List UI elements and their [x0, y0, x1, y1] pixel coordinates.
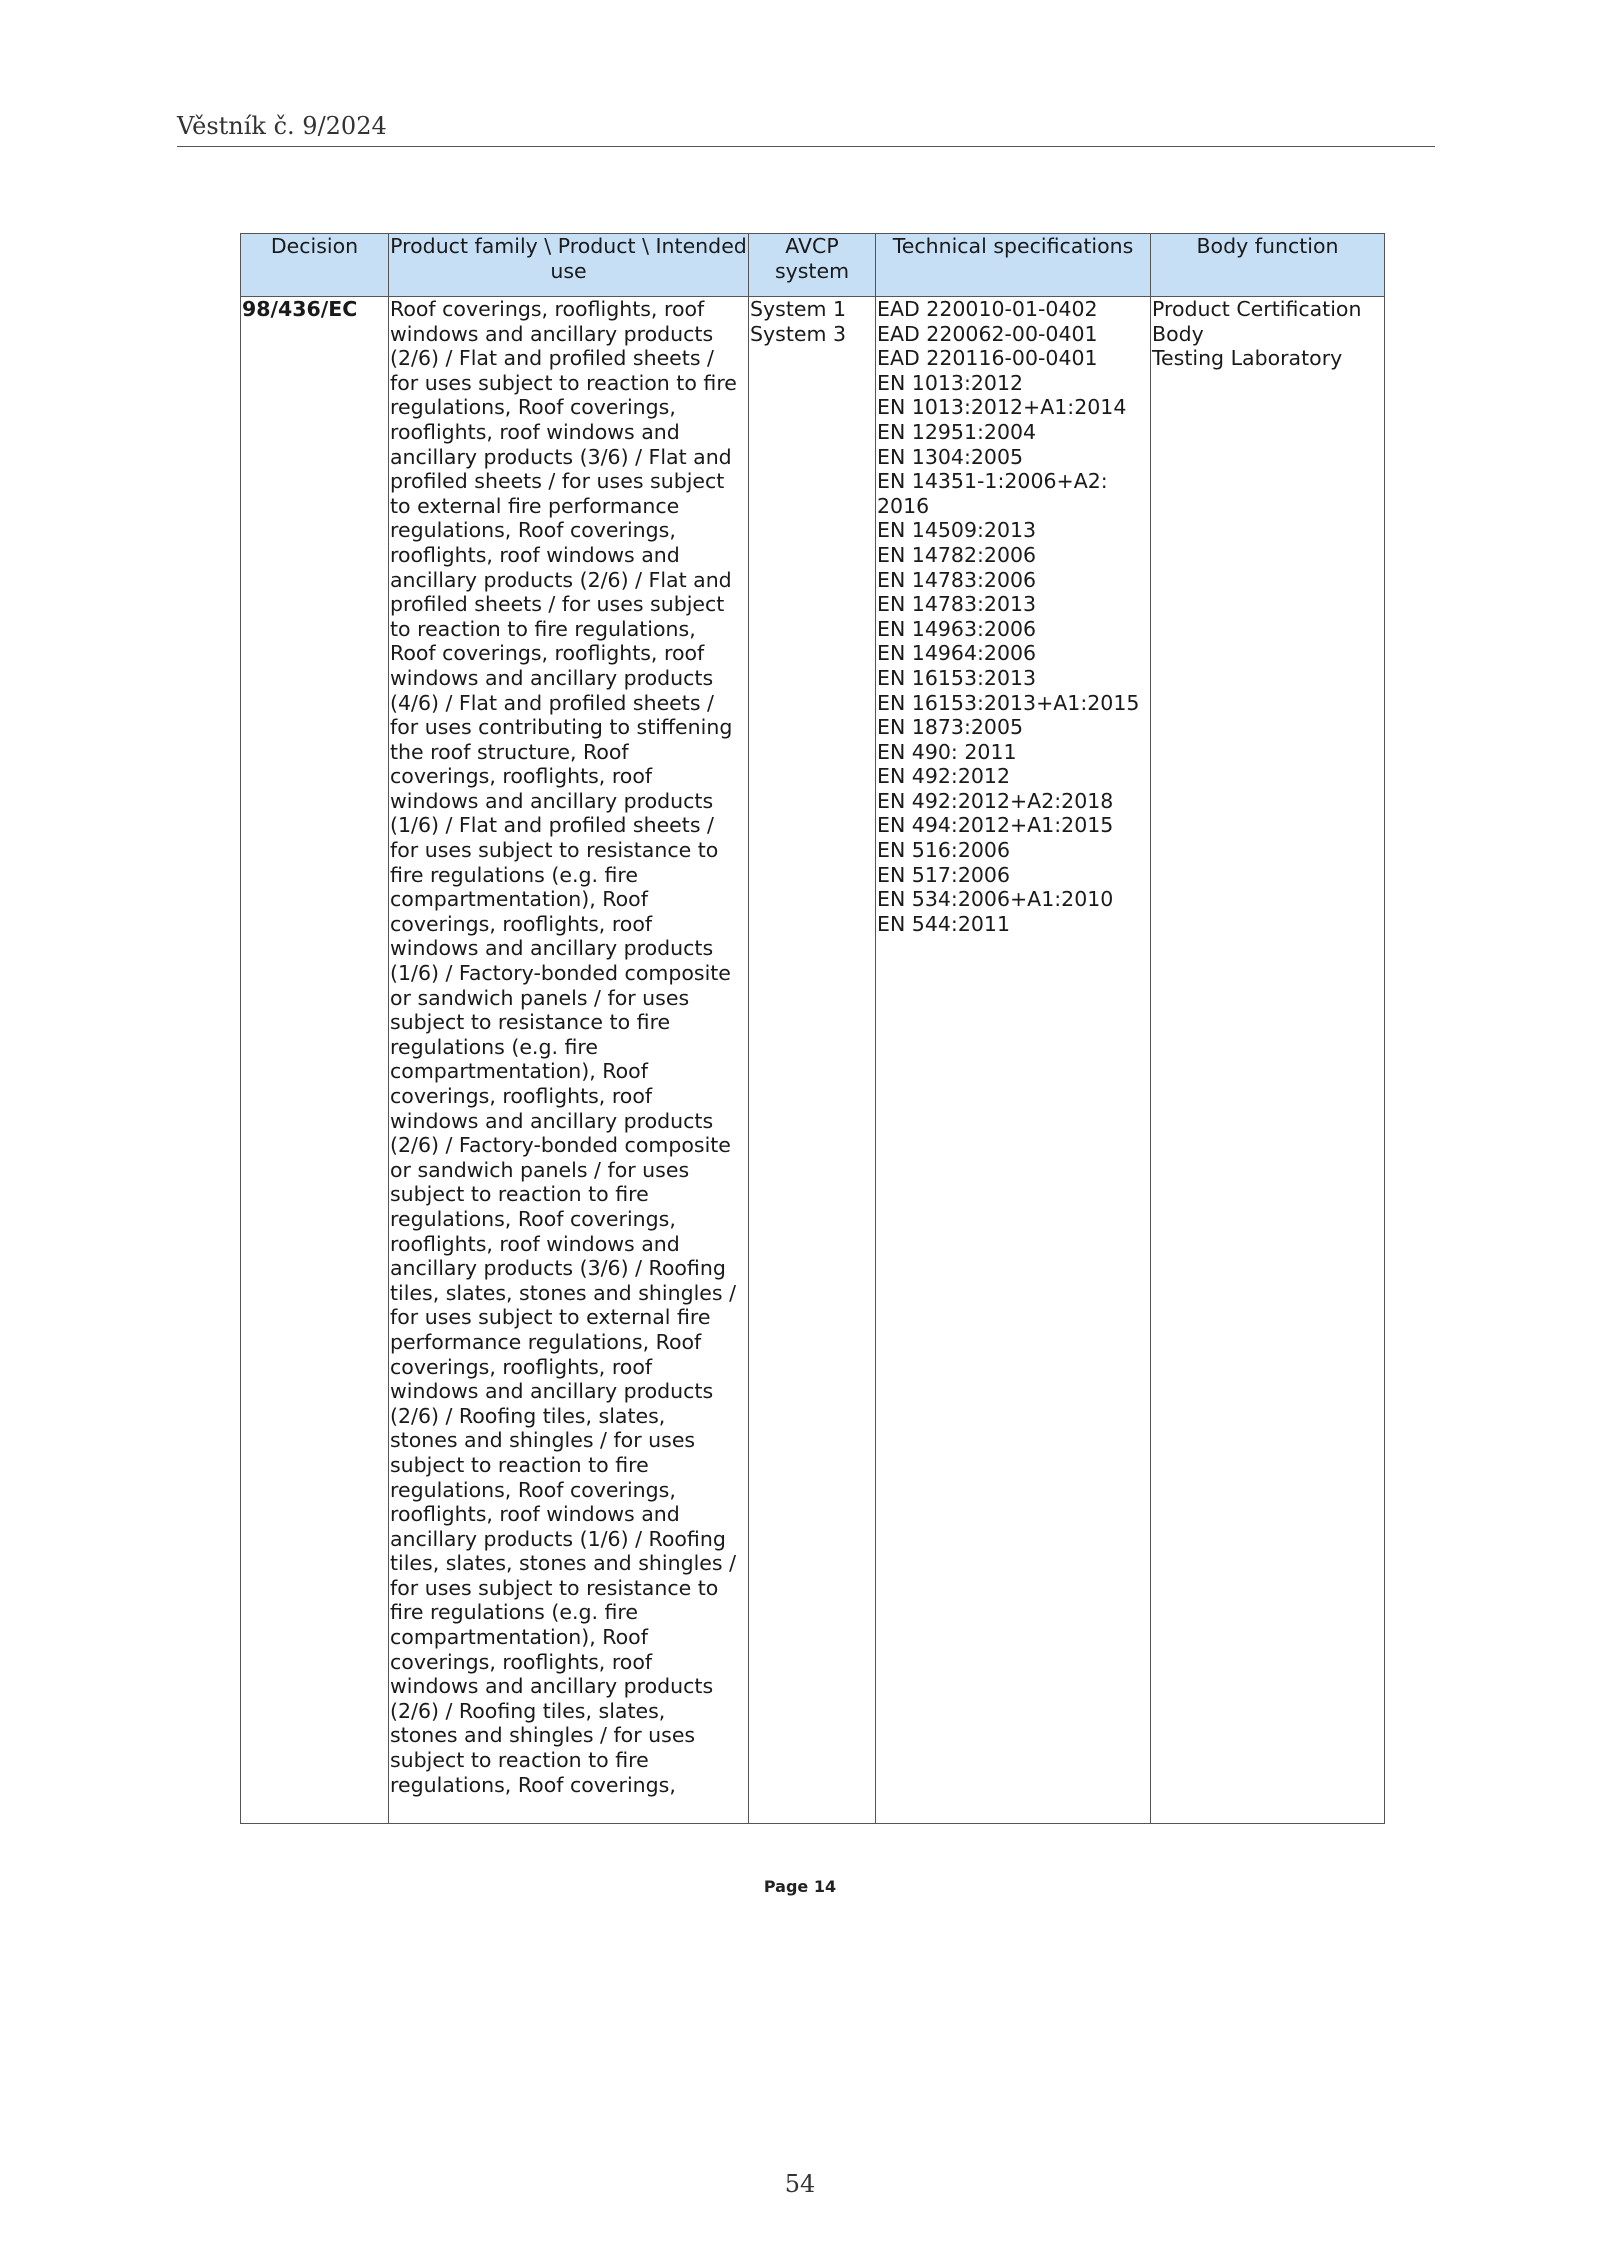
- product-line: to reaction to fire regulations,: [390, 616, 696, 641]
- spec-line: EN 492:2012: [877, 764, 1011, 789]
- product-line: tiles, slates, stones and shingles /: [390, 1551, 736, 1576]
- spec-line: EN 534:2006+A1:2010: [877, 887, 1114, 912]
- spec-line: EN 544:2011: [877, 911, 1011, 936]
- spec-line: EN 492:2012+A2:2018: [877, 788, 1114, 813]
- body-function-cell: [1151, 297, 1385, 1824]
- decision-cell: 98/436/EC: [241, 297, 389, 1824]
- product-line: regulations, Roof coverings,: [390, 518, 676, 543]
- product-line: profiled sheets / for uses subject: [390, 469, 725, 494]
- product-line: (2/6) / Roofing tiles, slates,: [390, 1698, 666, 1723]
- product-line: Roof coverings, rooflights, roof: [390, 297, 705, 321]
- spec-line: EAD 220062-00-0401: [877, 321, 1098, 346]
- specs-cell: [876, 297, 1151, 1824]
- product-line: (1/6) / Flat and profiled sheets /: [390, 813, 714, 838]
- product-line: the roof structure, Roof: [390, 739, 629, 764]
- product-line: stones and shingles / for uses: [390, 1723, 696, 1748]
- product-line: regulations, Roof coverings,: [390, 1772, 676, 1797]
- product-line: windows and ancillary products: [390, 1674, 714, 1699]
- spec-line: EN 1873:2005: [877, 715, 1024, 740]
- spec-line: EN 12951:2004: [877, 419, 1037, 444]
- spec-line: EN 14783:2006: [877, 567, 1037, 592]
- product-line: subject to resistance to fire: [390, 1010, 671, 1035]
- product-line: regulations (e.g. fire: [390, 1034, 598, 1059]
- body-function-line: Product Certification: [1152, 297, 1362, 321]
- product-line: to external fire performance: [390, 493, 680, 518]
- product-line: ancillary products (2/6) / Flat and: [390, 567, 732, 592]
- product-line: subject to reaction to fire: [390, 1748, 649, 1773]
- product-line: regulations, Roof coverings,: [390, 395, 676, 420]
- product-line: coverings, rooflights, roof: [390, 1354, 653, 1379]
- decisions-table: [240, 233, 1385, 1824]
- product-line: windows and ancillary products: [390, 788, 714, 813]
- product-line: Roof coverings, rooflights, roof: [390, 641, 705, 666]
- page-label: Page 14: [763, 1877, 837, 1896]
- spec-line: EN 14963:2006: [877, 616, 1037, 641]
- spec-line: EN 1304:2005: [877, 444, 1024, 469]
- spec-line: EN 16153:2013+A1:2015: [877, 690, 1140, 715]
- spec-line: EN 14964:2006: [877, 641, 1037, 666]
- column-header-avcp: AVCP system: [749, 234, 876, 297]
- spec-line: EN 1013:2012: [877, 370, 1024, 395]
- product-line: fire regulations (e.g. fire: [390, 862, 639, 887]
- spec-line: EN 14351-1:2006+A2:: [877, 469, 1108, 494]
- product-line: compartmentation), Roof: [390, 887, 648, 912]
- avcp-cell: [749, 297, 876, 1824]
- product-line: for uses subject to reaction to fire: [390, 370, 737, 395]
- spec-line: EN 516:2006: [877, 838, 1011, 863]
- product-line: coverings, rooflights, roof: [390, 1649, 653, 1674]
- spec-line: EAD 220116-00-0401: [877, 346, 1098, 371]
- table-header-row: [241, 234, 1385, 297]
- product-line: regulations, Roof coverings,: [390, 1206, 676, 1231]
- product-line: subject to reaction to fire: [390, 1182, 649, 1207]
- product-cell: [389, 297, 749, 1824]
- table-row: [241, 297, 1385, 1824]
- product-line: coverings, rooflights, roof: [390, 911, 653, 936]
- body-function-line: Body: [1152, 321, 1204, 346]
- product-line: ancillary products (3/6) / Flat and: [390, 444, 732, 469]
- product-line: windows and ancillary products: [390, 1108, 714, 1133]
- product-line: compartmentation), Roof: [390, 1625, 648, 1650]
- product-line: or sandwich panels / for uses: [390, 1157, 690, 1182]
- product-line: rooflights, roof windows and: [390, 542, 680, 567]
- spec-line: EN 14509:2013: [877, 518, 1037, 543]
- column-header-product: Product family \ Product \ Intended use: [389, 234, 749, 297]
- column-header-body-function: Body function: [1151, 234, 1385, 297]
- body-function-line: Testing Laboratory: [1152, 346, 1343, 371]
- product-line: for uses subject to resistance to: [390, 838, 719, 863]
- header-divider: [177, 146, 1435, 147]
- product-line: for uses subject to external fire: [390, 1305, 711, 1330]
- spec-line: EN 1013:2012+A1:2014: [877, 395, 1127, 420]
- journal-title: Věstník č. 9/2024: [177, 112, 387, 140]
- product-line: (1/6) / Factory-bonded composite: [390, 961, 731, 986]
- spec-line: EN 14783:2013: [877, 592, 1037, 617]
- product-line: compartmentation), Roof: [390, 1059, 648, 1084]
- avcp-line: System 1: [750, 297, 847, 321]
- spec-line: EAD 220010-01-0402: [877, 297, 1098, 321]
- product-line: rooflights, roof windows and: [390, 1502, 680, 1527]
- spec-line: EN 517:2006: [877, 862, 1011, 887]
- product-line: (2/6) / Flat and profiled sheets /: [390, 346, 714, 371]
- spec-line: EN 494:2012+A1:2015: [877, 813, 1114, 838]
- product-line: for uses contributing to stiffening: [390, 715, 733, 740]
- product-line: stones and shingles / for uses: [390, 1428, 696, 1453]
- spec-line: EN 16153:2013: [877, 665, 1037, 690]
- product-line: ancillary products (3/6) / Roofing: [390, 1256, 726, 1281]
- spec-line: EN 490: 2011: [877, 739, 1017, 764]
- product-line: subject to reaction to fire: [390, 1452, 649, 1477]
- product-line: (4/6) / Flat and profiled sheets /: [390, 690, 714, 715]
- spec-line: 2016: [877, 493, 930, 518]
- product-line: windows and ancillary products: [390, 665, 714, 690]
- product-line: windows and ancillary products: [390, 321, 714, 346]
- product-line: for uses subject to resistance to: [390, 1575, 719, 1600]
- product-line: rooflights, roof windows and: [390, 1231, 680, 1256]
- product-line: coverings, rooflights, roof: [390, 1084, 653, 1108]
- product-line: windows and ancillary products: [390, 936, 714, 961]
- spec-line: EN 14782:2006: [877, 542, 1037, 567]
- product-line: (2/6) / Factory-bonded composite: [390, 1133, 731, 1158]
- product-line: regulations, Roof coverings,: [390, 1477, 676, 1502]
- product-line: tiles, slates, stones and shingles /: [390, 1280, 736, 1305]
- product-line: coverings, rooflights, roof: [390, 764, 653, 789]
- product-line: ancillary products (1/6) / Roofing: [390, 1526, 726, 1551]
- product-line: (2/6) / Roofing tiles, slates,: [390, 1403, 666, 1428]
- column-header-specs: Technical specifications: [876, 234, 1151, 297]
- product-line: fire regulations (e.g. fire: [390, 1600, 639, 1625]
- avcp-line: System 3: [750, 321, 847, 346]
- product-line: rooflights, roof windows and: [390, 419, 680, 444]
- product-line: or sandwich panels / for uses: [390, 985, 690, 1010]
- product-line: performance regulations, Roof: [390, 1329, 702, 1354]
- page-number: 54: [784, 2170, 816, 2198]
- product-line: windows and ancillary products: [390, 1379, 714, 1404]
- column-header-decision: Decision: [241, 234, 389, 297]
- product-line: profiled sheets / for uses subject: [390, 592, 725, 617]
